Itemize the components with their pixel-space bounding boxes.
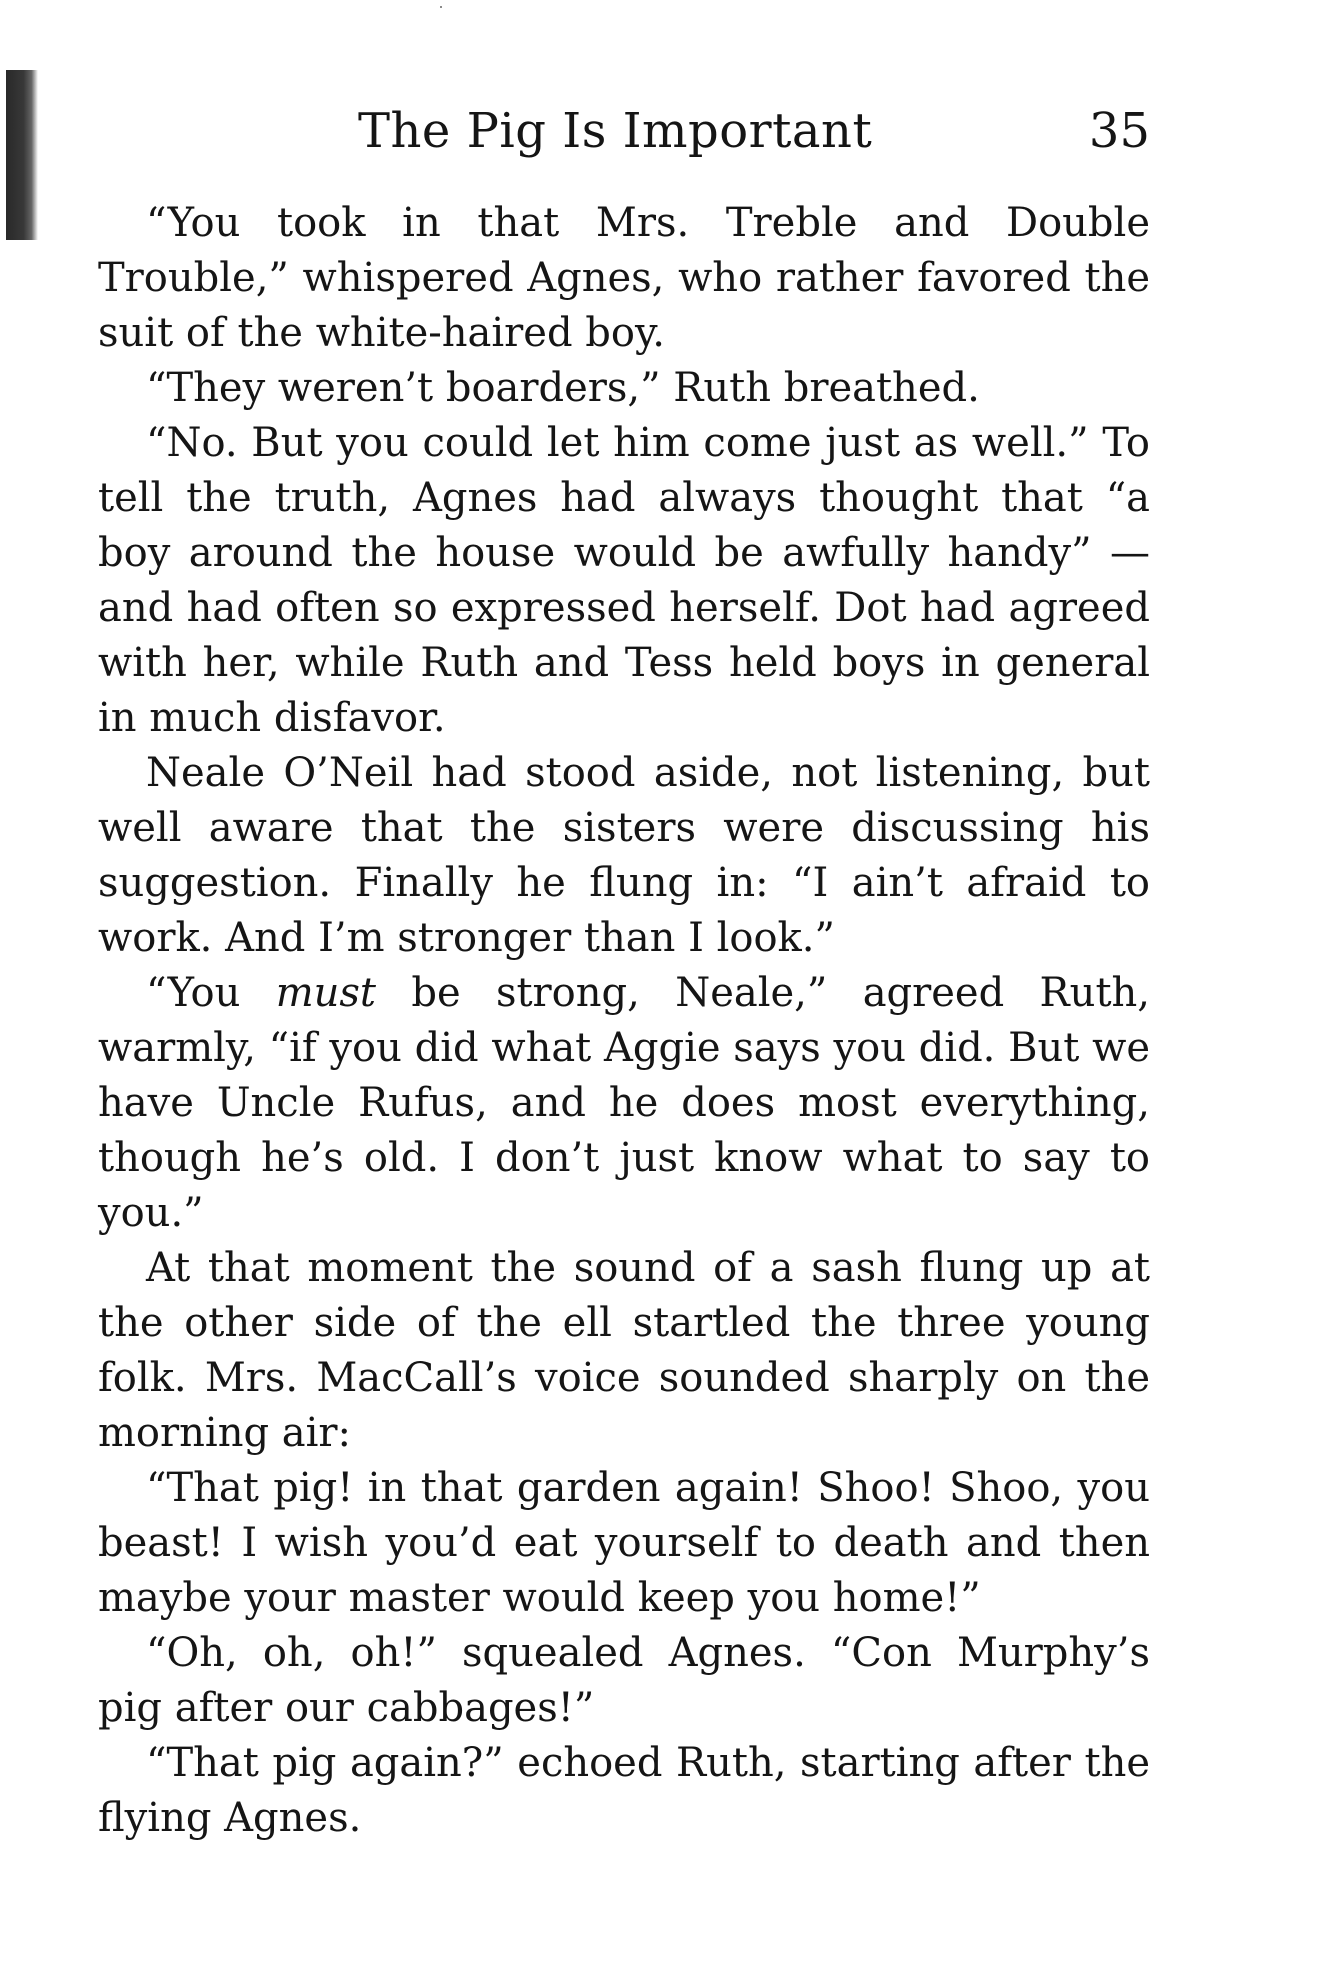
paragraph-3: “No. But you could let him come just as well.” To tell the truth, Agnes had always thought that “a boy around the house would be awfully handy” —and had often so expressed herself. Dot had agreed with her, while Ruth and Tess held boys in general in much disfavor. (98, 420, 1150, 741)
paragraph-5-emphasis: must (275, 970, 376, 1016)
paragraph-6: At that moment the sound of a sash flung up at the other side of the ell startled the three young folk. Mrs. MacCall’s voice sounded sharply on the morning air: (98, 1245, 1150, 1456)
paragraph-9: “That pig again?” echoed Ruth, starting after the flying Agnes. (98, 1740, 1150, 1841)
paragraph-5-before: “You (146, 970, 276, 1016)
paragraph-2: “They weren’t boarders,” Ruth breathed. (146, 365, 980, 411)
page-number: 35 (1088, 103, 1150, 159)
page-header (98, 95, 1150, 167)
paragraph-7: “That pig! in that garden again! Shoo! Shoo, you beast! I wish you’d eat yourself to death and then maybe your master would keep you home!” (98, 1465, 1150, 1621)
scan-speck (440, 6, 442, 8)
paragraph-1: “You took in that Mrs. Treble and Double Trouble,” whispered Agnes, who rather favored the suit of the white-haired boy. (98, 200, 1150, 356)
scan-binding-shadow (6, 70, 38, 240)
paragraph-5-after: be strong, Neale,” agreed Ruth, warmly, “if you did what Aggie says you did. But we have Uncle Rufus, and he does most everything, though he’s old. I don’t just know what to say to you.” (98, 970, 1150, 1236)
paragraph-8: “Oh, oh, oh!” squealed Agnes. “Con Murphy’s pig after our cabbages!” (98, 1630, 1150, 1731)
paragraph-5 (98, 966, 1150, 1241)
paragraph-4: Neale O’Neil had stood aside, not listening, but well aware that the sisters were discussing his suggestion. Finally he flung in: “I ain’t afraid to work. And I’m stronger than I look.” (98, 750, 1150, 961)
body-text (98, 196, 1150, 1846)
running-title: The Pig Is Important (358, 103, 873, 159)
